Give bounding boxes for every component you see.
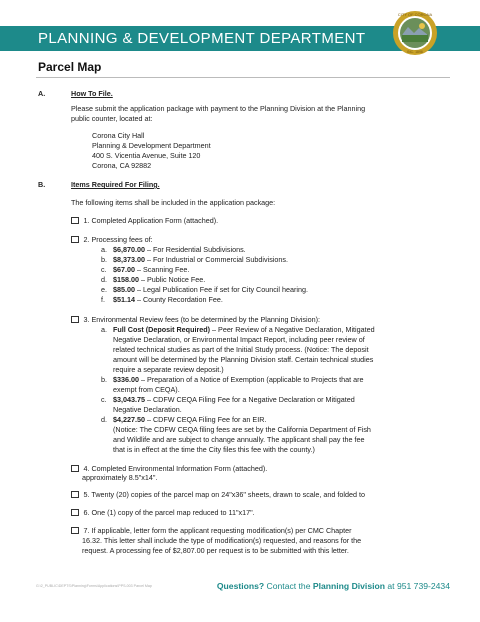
env-a-amount: Full Cost (Deposit Required): [113, 325, 211, 334]
env-a-line-4: amount will be determined by the Planning Division staff. Certain technical studies: [113, 355, 374, 364]
department-title: PLANNING & DEVELOPMENT DEPARTMENT: [38, 30, 366, 47]
fee-c-letter: c.: [101, 265, 107, 274]
fee-b-letter: b.: [101, 255, 107, 264]
env-c-letter: c.: [101, 395, 107, 404]
address-line-2: Planning & Development Department: [92, 141, 211, 150]
env-a-line-2: Negative Declaration, or Environmental Impact Report, including peer review of: [113, 335, 365, 344]
item-6-text: 6. One (1) copy of the parcel map reduced to 11"x17".: [83, 508, 255, 517]
item-5: [71, 490, 365, 500]
item-2: [71, 235, 153, 245]
item-3: [71, 315, 320, 325]
env-c-line-1: [113, 395, 355, 405]
env-a-line-1: [113, 325, 375, 335]
fee-f-letter: f.: [101, 295, 105, 304]
section-b-letter: B.: [38, 180, 46, 189]
item-7: [71, 526, 352, 536]
checkbox-item-3[interactable]: [71, 316, 79, 324]
footer-file-path: G:\2_PUBLIC\DEPTS\Planning\Forms\Applications\PPS-003 Parcel Map: [36, 584, 152, 588]
fee-c-amount: $67.00: [113, 265, 135, 274]
fee-b-amount: $8,373.00: [113, 255, 145, 264]
env-d-amount: $4,227.50: [113, 415, 145, 424]
item-3-text: 3. Environmental Review fees (to be determined by the Planning Division):: [83, 315, 321, 324]
checkbox-item-1[interactable]: [71, 217, 79, 225]
env-d-line-4: that is in effect at the time the City files this fee with the county.): [113, 445, 315, 454]
page-footer: [36, 580, 450, 594]
footer-questions: Questions?: [216, 581, 265, 591]
address-line-3: 400 S. Vicentia Avenue, Suite 120: [92, 151, 201, 160]
section-a-letter: A.: [38, 89, 46, 98]
env-d-line-1: [113, 415, 266, 425]
env-a-line-5: require a separate review deposit.): [113, 365, 224, 374]
env-b-letter: b.: [101, 375, 107, 384]
section-a-intro-line1: Please submit the application package with payment to the Planning Division at the Planning: [71, 104, 366, 113]
item-6: [71, 508, 255, 518]
fee-a-amount: $6,870.00: [113, 245, 145, 254]
env-b-line-2: exempt from CEQA).: [113, 385, 180, 394]
footer-contact: [217, 581, 450, 591]
env-d-line-3: and Wildlife and are subject to change annually. The applicant shall pay the fee: [113, 435, 365, 444]
footer-phone: at 951 739-2434: [385, 581, 450, 591]
svg-text:INC. 1896: INC. 1896: [407, 50, 423, 54]
item-2-text: 2. Processing fees of:: [83, 235, 153, 244]
item-7-text-line2: 16.32. This letter shall include the type of modification(s) requested, and reasons for the: [82, 536, 362, 545]
fee-a-letter: a.: [101, 245, 107, 254]
env-c-line-2: Negative Declaration.: [113, 405, 182, 414]
env-a-line-3: related technical studies as part of the Initial Study process. (Notice: The deposit: [113, 345, 369, 354]
address-line-4: Corona, CA 92882: [92, 161, 152, 170]
item-7-text-line3: request. A processing fee of $2,807.00 per request is to be submitted with this letter.: [82, 546, 349, 555]
env-c-amount: $3,043.75: [113, 395, 145, 404]
fee-e-desc: – Legal Publication Fee if set for City Council hearing.: [134, 285, 308, 294]
env-d-letter: d.: [101, 415, 107, 424]
checkbox-item-4[interactable]: [71, 465, 79, 473]
fee-e-letter: e.: [101, 285, 107, 294]
item-5-text: 5. Twenty (20) copies of the parcel map on 24"x36" sheets, drawn to scale, and folded to: [83, 490, 365, 499]
section-a-heading: How To File.: [71, 89, 113, 98]
env-a-desc: – Peer Review of a Negative Declaration, Mitigated: [210, 325, 375, 334]
city-seal-logo: [392, 10, 438, 56]
env-d-desc: – CDFW CEQA Filing Fee for an EIR.: [144, 415, 267, 424]
fee-d-letter: d.: [101, 275, 107, 284]
checkbox-item-5[interactable]: [71, 491, 79, 499]
env-b-desc: – Preparation of a Notice of Exemption (applicable to Projects that are: [138, 375, 364, 384]
fee-d-amount: $158.00: [113, 275, 139, 284]
fee-a-desc: – For Residential Subdivisions.: [144, 245, 246, 254]
env-b-line-1: [113, 375, 364, 385]
item-1: [71, 216, 218, 226]
footer-division: Planning Division: [312, 581, 385, 591]
section-b-intro: The following items shall be included in the application package:: [71, 198, 276, 207]
section-a-intro-line2: public counter, located at:: [71, 114, 153, 123]
fee-f-amount: $51.14: [113, 295, 135, 304]
fee-d-desc: – Public Notice Fee.: [138, 275, 206, 284]
footer-contact-mid: Contact the: [264, 581, 313, 591]
item-4-text: 4. Completed Environmental Information Form (attached).: [83, 464, 268, 473]
env-d-line-2: (Notice: The CDFW CEQA filing fees are set by the California Department of Fish: [113, 425, 371, 434]
item-1-text: 1. Completed Application Form (attached).: [83, 216, 219, 225]
address-line-1: Corona City Hall: [92, 131, 145, 140]
title-divider: [36, 77, 450, 78]
fee-c-desc: – Scanning Fee.: [134, 265, 190, 274]
item-4-text-line2: approximately 8.5"x14".: [82, 473, 158, 482]
svg-text:CITY OF CORONA: CITY OF CORONA: [397, 12, 433, 17]
fee-b-desc: – For Industrial or Commercial Subdivisions.: [144, 255, 288, 264]
fee-f-desc: – County Recordation Fee.: [134, 295, 223, 304]
checkbox-item-7[interactable]: [71, 527, 79, 535]
item-7-text: 7. If applicable, letter form the applicant requesting modification(s) per CMC Chapter: [83, 526, 352, 535]
checkbox-item-2[interactable]: [71, 236, 79, 244]
checkbox-item-6[interactable]: [71, 509, 79, 517]
document-title: Parcel Map: [38, 60, 102, 74]
section-b-heading: Items Required For Filing.: [71, 180, 160, 189]
env-b-amount: $336.00: [113, 375, 139, 384]
env-a-letter: a.: [101, 325, 107, 334]
env-c-desc: – CDFW CEQA Filing Fee for a Negative Declaration or Mitigated: [144, 395, 355, 404]
fee-e-amount: $85.00: [113, 285, 135, 294]
